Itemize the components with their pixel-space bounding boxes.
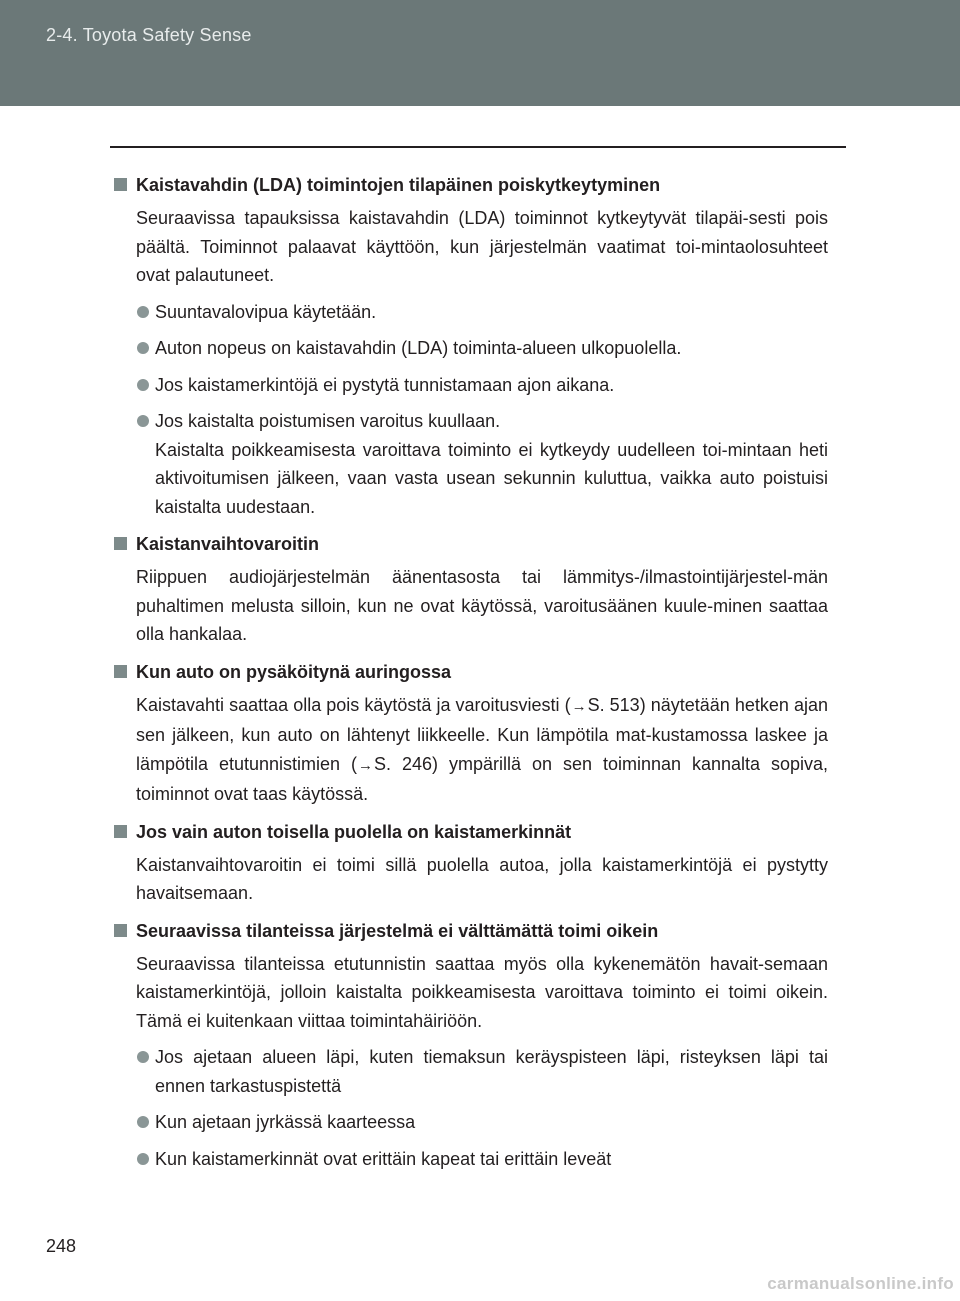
section-may-not-work [114, 916, 828, 1174]
arrow-right-icon: → [358, 756, 374, 774]
circle-bullet-icon [137, 415, 149, 427]
square-bullet-icon [114, 924, 127, 937]
list-item: Kun ajetaan jyrkässä kaarteessa [136, 1108, 828, 1137]
section-heading: Kaistavahdin (LDA) toimintojen tilapäinen poiskytkeytyminen [114, 170, 828, 200]
section-heading: Kaistanvaihtovaroitin [114, 529, 828, 559]
section-lane-change-warning [114, 529, 828, 649]
list-item: Jos kaistamerkintöjä ei pystytä tunnistamaan ajon aikana. [136, 371, 828, 400]
section-parked-in-sun [114, 657, 828, 809]
arrow-right-icon: → [571, 697, 587, 715]
list-item: Kun kaistamerkinnät ovat erittäin kapeat tai erittäin leveät [136, 1145, 828, 1174]
page-number: 248 [46, 1236, 77, 1256]
circle-bullet-icon [137, 1153, 149, 1165]
section-paragraph: Kaistavahti saattaa olla pois käytöstä ja varoitusviesti (→S. 513) näytetään hetken ajan sen jälkeen, kun auto on lähtenyt liikkeelle. Kun lämpötila mat-kustamossa laskee ja lämpötila etutunnistimien (→S. 246) ympärillä on sen toiminnan kannalta sopiva, toiminnot ovat taas käytössä. [136, 694, 829, 804]
section-lda-temporary-off [114, 170, 828, 521]
circle-bullet-icon [137, 1116, 149, 1128]
circle-bullet-icon [137, 306, 149, 318]
top-rule [110, 146, 846, 148]
section-paragraph: Kaistanvaihtovaroitin ei toimi sillä puolella autoa, jolla kaistamerkintöjä ei pystytty havaitsemaan. [136, 854, 828, 903]
square-bullet-icon [114, 178, 127, 191]
section-title: 2-4. Toyota Safety Sense [46, 25, 252, 45]
square-bullet-icon [114, 537, 127, 550]
list-item: Jos kaistalta poistumisen varoitus kuullaan. Kaistalta poikkeamisesta varoittava toiminto ei kytkeydy uudelleen toi-mintaan heti aktivoitumisen jälkeen, vaan vasta usean sekunnin kuluttua, vaikka auto poistuisi kaistalta uudestaan. [136, 407, 828, 521]
list-item: Auton nopeus on kaistavahdin (LDA) toiminta-alueen ulkopuolella. [136, 334, 828, 363]
circle-bullet-icon [137, 1051, 149, 1063]
list-item: Jos ajetaan alueen läpi, kuten tiemaksun keräyspisteen läpi, risteyksen läpi tai ennen tarkastuspistettä [136, 1043, 828, 1100]
circle-bullet-icon [137, 342, 149, 354]
watermark: carmanualsonline.info [767, 1274, 954, 1293]
page-header [0, 0, 960, 106]
list-item: Suuntavalovipua käytetään. [136, 298, 828, 327]
circle-bullet-icon [137, 379, 149, 391]
page-reference-link[interactable]: S. 513 [587, 694, 640, 715]
page-reference-link[interactable]: S. 246 [374, 753, 433, 774]
section-paragraph: Riippuen audiojärjestelmän äänentasosta tai lämmitys-/ilmastointijärjestel-män puhaltimen melusta silloin, kun ne ovat käytössä, varoitusäänen kuule-minen saattaa olla hankalaa. [136, 567, 828, 644]
square-bullet-icon [114, 825, 127, 838]
section-paragraph: Seuraavissa tapauksissa kaistavahdin (LDA) toiminnot kytkeytyvät tilapäi-sesti pois päältä. Toiminnot palaavat käyttöön, kun järjestelmän vaatimat toi-mintaolosuhteet ovat palautuneet. [136, 208, 828, 285]
section-one-side-markings [114, 817, 828, 908]
main-content [114, 170, 828, 1173]
section-paragraph: Seuraavissa tilanteissa etutunnistin saattaa myös olla kykenemätön havait-semaan kaistamerkintöjä, jolloin kaistalta poikkeamisesta varoittava toiminto ei toimi oikein. Tämä ei kuitenkaan viittaa toimintahäiriöön. [136, 953, 828, 1031]
section-heading: Seuraavissa tilanteissa järjestelmä ei välttämättä toimi oikein [114, 916, 828, 946]
section-heading: Jos vain auton toisella puolella on kaistamerkinnät [114, 817, 828, 847]
section-heading: Kun auto on pysäköitynä auringossa [114, 657, 828, 687]
square-bullet-icon [114, 665, 127, 678]
